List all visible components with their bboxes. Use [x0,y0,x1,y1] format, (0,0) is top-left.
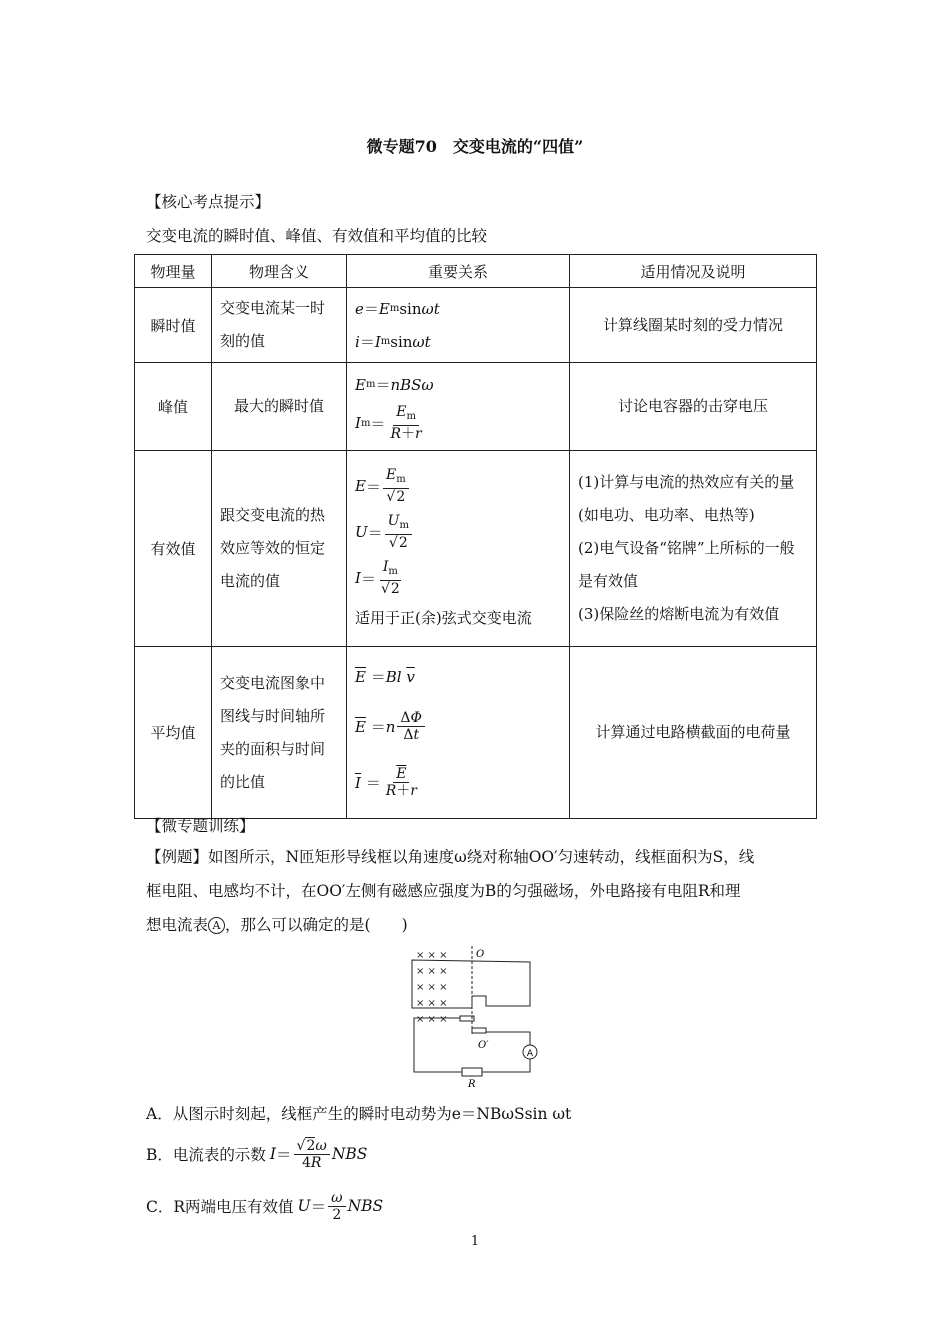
formula-note: 适用于正(余)弦式交变电流 [355,609,532,627]
magnetic-field-crosses [416,950,448,1025]
option-a [146,1102,571,1124]
ammeter-symbol-icon: A [208,917,225,934]
example-text: ，那么可以确定的是( ) [225,916,408,934]
example-text: 如图所示，N匝矩形导线框以角速度ω绕对称轴OO′匀速转动，线框面积为S，线 [208,848,755,866]
formula: I m ＝ $\frac{E_m}{R+r}$ [355,404,422,442]
comparison-table [134,254,817,819]
row-meaning: 最大的瞬时值 [212,363,347,451]
svg-text:× × ×: × × × [416,982,448,993]
resistor [462,1068,482,1076]
row-formulas [347,288,570,363]
label-o: O [476,949,485,960]
section-heading-key-points: 【核心考点提示】 [146,193,271,211]
example-text: 框电阻、电感均不计，在OO′左侧有磁感应强度为B的匀强磁场，外电路接有电阻R和理 [146,882,741,900]
formula: I ＝ $\frac{I_m}{√2}$ [355,559,400,597]
formula: E m ＝ nBSω [355,375,434,394]
option-c [146,1188,383,1224]
label-o-prime: O′ [478,1040,489,1051]
svg-text:× × ×: × × × [416,1014,448,1025]
row-notes: 讨论电容器的击穿电压 [570,363,817,451]
formula: i ＝ I m sin ωt [355,332,431,351]
option-text: 电流表的示数 [172,1146,266,1164]
option-formula: I ＝ $\frac{√2\omega}{4R}$ NBS [269,1137,368,1171]
row-meaning: 跟交变电流的热效应等效的恒定电流的值 [212,451,347,647]
example-label: 【例题】 [146,848,209,866]
option-text: R两端电压有效值 [173,1198,294,1216]
formula: E ＝ $\frac{E_m}{√2}$ [355,463,561,509]
table-row [135,647,817,819]
row-name: 平均值 [135,647,212,819]
note-item: (3)保险丝的熔断电流为有效值 [578,605,780,623]
page-number: 1 [470,1234,480,1249]
table-header: 物理含义 [212,255,347,288]
example-question [146,840,826,942]
slip-ring [472,1028,486,1033]
option-label: A． [146,1105,173,1123]
section-heading-training: 【微专题训练】 [146,817,255,835]
option-b [146,1136,367,1172]
row-name: 峰值 [135,363,212,451]
svg-text:× × ×: × × × [416,998,448,1009]
row-formulas [347,363,570,451]
row-name: 瞬时值 [135,288,212,363]
row-name: 有效值 [135,451,212,647]
row-meaning: 交变电流图象中图线与时间轴所夹的面积与时间的比值 [212,647,347,819]
option-label: C． [146,1198,174,1216]
formula: $\overline{E}$ ＝ Bl $\overline{v}$ [355,667,415,686]
page-title: 微专题70 交变电流的“四值” [366,137,584,156]
table-header: 物理量 [135,255,212,288]
formula: e ＝ E m sin ωt [355,299,440,318]
row-meaning: 交变电流某一时刻的值 [212,288,347,363]
table-row [135,288,817,363]
table-row [135,363,817,451]
formula: $\overline{E}$ ＝ n $\frac{\Delta\Phi}{\Delta t}$ [355,699,561,755]
note-item: (1)计算与电流的热效应有关的量(如电功、电功率、电热等) [578,473,795,524]
formula: $\overline{I}$ ＝ $\frac{\overline{E}}{R+r}$ [355,766,417,799]
row-notes: 计算线圈某时刻的受力情况 [570,288,817,363]
row-formulas [347,451,570,647]
intro-text: 交变电流的瞬时值、峰值、有效值和平均值的比较 [146,227,488,245]
table-header: 重要关系 [347,255,570,288]
row-notes: 计算通过电路横截面的电荷量 [570,647,817,819]
row-formulas [347,647,570,819]
circuit-figure [400,944,550,1090]
ammeter-label: A [526,1049,534,1059]
label-r: R [468,1079,476,1090]
row-notes [570,451,817,647]
table-row [135,451,817,647]
option-formula: U ＝ $\frac{\omega}{2}$ NBS [297,1189,384,1223]
example-text: 想电流表 [146,916,209,934]
svg-text:× × ×: × × × [416,950,448,961]
option-text: 从图示时刻起，线框产生的瞬时电动势为e＝NBωSsin ωt [172,1105,572,1123]
formula: U ＝ $\frac{U_m}{√2}$ [355,509,561,555]
table-header-row [135,255,817,288]
table-header: 适用情况及说明 [570,255,817,288]
svg-text:× × ×: × × × [416,966,448,977]
note-item: (2)电气设备“铭牌”上所标的一般是有效值 [578,539,795,590]
option-label: B． [146,1146,173,1164]
